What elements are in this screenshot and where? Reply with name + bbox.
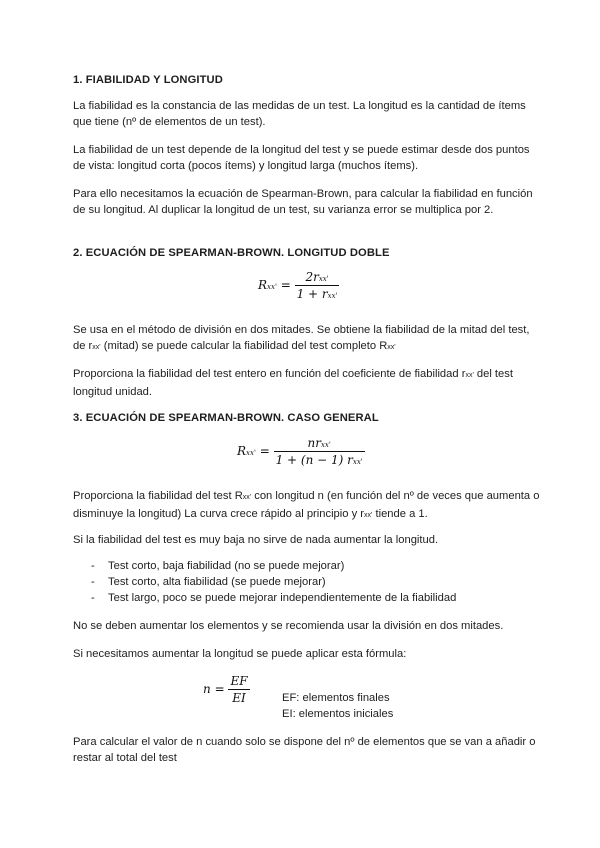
section-3-p1-sub-1: xx'	[242, 494, 252, 501]
formula-3-numerator: EF	[230, 674, 248, 688]
section-2-p2-text-b: del test longitud unidad.	[73, 368, 513, 398]
formula-1-numerator: 2r	[305, 270, 319, 284]
list-item: - Test corto, alta fiabilidad (se puede mejorar)	[73, 574, 543, 590]
section-3-p1-sub-2: xx'	[364, 512, 373, 519]
formula-2-numerator: nr	[307, 436, 321, 450]
section-3-p1-text-b: con longitud n (en función del nº de veces que aumenta o disminuye la longitud) La curva crece rápido al principio y r	[73, 490, 540, 520]
section-2-p2-text-a: Proporciona la fiabilidad del test entero en función del coeficiente de fiabilidad r	[73, 368, 466, 380]
formula-1-numerator-sub: xx'	[318, 275, 329, 283]
list-item: - Test largo, poco se puede mejorar independientemente de la fiabilidad	[73, 590, 543, 606]
formula-3-denominator: EI	[228, 689, 249, 705]
section-2-p1-text-a: Se usa en el método de división en dos mitades. Se obtiene la fiabilidad de la mitad del test, de r	[73, 324, 530, 352]
section-2-p1-sub-2: xx'	[387, 344, 396, 351]
formula-3-fraction	[228, 674, 249, 705]
formula-2-lhs: R	[237, 444, 247, 458]
legend-ef: EF: elementos finales	[282, 692, 390, 704]
section-2-p1-sub-1: xx'	[92, 344, 101, 351]
formula-2-lhs-sub: xx'	[246, 449, 256, 457]
formula-3-equals: =	[214, 682, 225, 696]
section-3-paragraph-5: Para calcular el valor de n cuando solo se dispone del nº de elementos que se van a añadir o restar al total del test	[73, 736, 536, 764]
formula-2-numerator-sub: xx'	[320, 441, 331, 449]
formula-1-equals: =	[280, 278, 291, 292]
length-ratio-formula	[203, 674, 250, 705]
section-1-heading: 1. FIABILIDAD Y LONGITUD	[73, 74, 223, 86]
section-1-paragraph-1: La fiabilidad es la constancia de las medidas de un test. La longitud es la cantidad de ítems que tiene (nº de elementos de un test).	[73, 100, 526, 128]
section-2-paragraph-2	[73, 366, 543, 400]
section-3-paragraph-2: Si la fiabilidad del test es muy baja no sirve de nada aumentar la longitud.	[73, 534, 439, 546]
formula-1-lhs-sub: xx'	[267, 283, 277, 291]
legend-ei: EI: elementos iniciales	[282, 708, 394, 720]
section-3-p1-text-c: tiende a 1.	[372, 508, 428, 520]
section-1-paragraph-2: La fiabilidad de un test depende de la longitud del test y se puede estimar desde dos puntos de vista: longitud corta (pocos ítems) y longitud larga (muchos ítems).	[73, 144, 530, 172]
spearman-brown-general-formula	[237, 436, 365, 467]
formula-2-denominator: 1 + (n − 1) r	[275, 453, 353, 467]
formula-2-equals: =	[259, 444, 270, 458]
section-2-p2-sub: xx'	[465, 372, 474, 379]
section-2-heading: 2. ECUACIÓN DE SPEARMAN-BROWN. LONGITUD DOBLE	[73, 247, 390, 259]
section-3-p1-text-a: Proporciona la fiabilidad del test R	[73, 490, 243, 502]
formula-1-lhs: R	[258, 278, 268, 292]
formula-3-lhs: n	[203, 682, 211, 696]
section-2-paragraph-1	[73, 322, 543, 356]
formula-1-fraction	[295, 270, 340, 301]
list-item: - Test corto, baja fiabilidad (no se puede mejorar)	[73, 558, 543, 574]
bullet-list	[73, 558, 543, 606]
formula-1-denominator-sub: xx'	[327, 292, 338, 300]
formula-1-denominator: 1 + r	[296, 287, 328, 301]
formula-2-denominator-sub: xx'	[352, 458, 363, 466]
section-3-paragraph-3: No se deben aumentar los elementos y se recomienda usar la división en dos mitades.	[73, 620, 504, 632]
section-2-p1-text-b: (mitad) se puede calcular la fiabilidad del test completo R	[100, 340, 388, 352]
section-3-heading: 3. ECUACIÓN DE SPEARMAN-BROWN. CASO GENERAL	[73, 412, 379, 424]
section-3-paragraph-4: Si necesitamos aumentar la longitud se puede aplicar esta fórmula:	[73, 648, 407, 660]
spearman-brown-double-formula	[258, 270, 339, 301]
formula-2-fraction	[274, 436, 365, 467]
section-3-paragraph-1	[73, 488, 543, 524]
section-1-paragraph-3: Para ello necesitamos la ecuación de Spearman-Brown, para calcular la fiabilidad en función de su longitud. Al duplicar la longitud de un test, su varianza error se multiplica por 2.	[73, 188, 533, 216]
